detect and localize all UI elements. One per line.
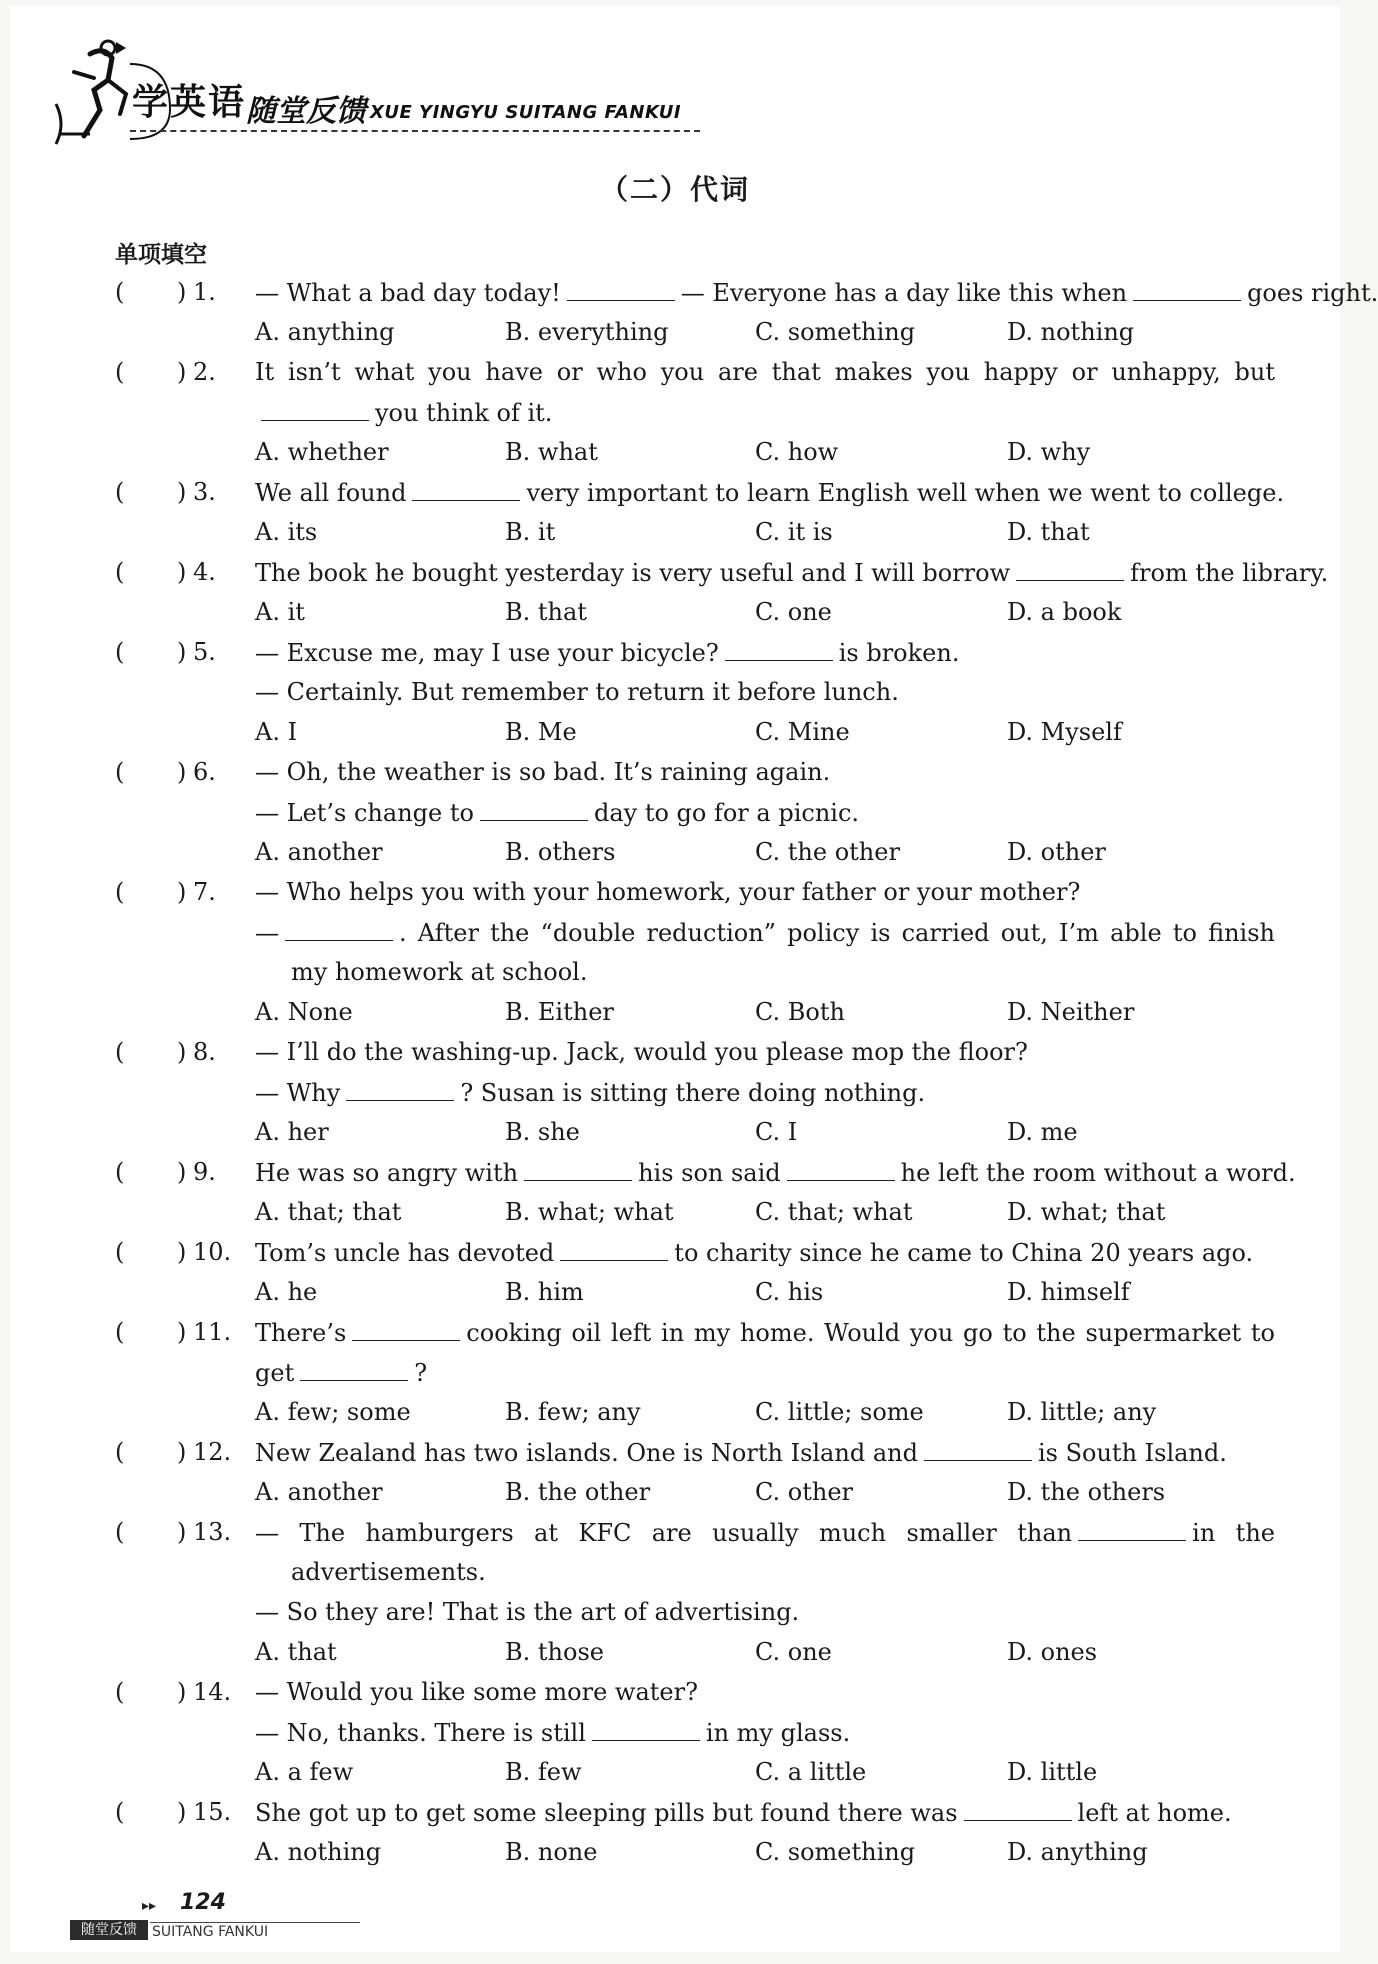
options-row xyxy=(115,1272,1275,1312)
question-item xyxy=(115,1512,1275,1672)
answer-blank[interactable] xyxy=(1133,272,1241,301)
answer-blank[interactable] xyxy=(285,912,393,941)
option-d[interactable]: D. that xyxy=(1007,518,1090,546)
question-number: 5. xyxy=(193,638,216,666)
footer-badge: 随堂反馈 xyxy=(70,1920,148,1940)
option-a[interactable]: A. I xyxy=(255,718,298,746)
answer-paren-close: ) xyxy=(177,1438,187,1466)
text-segment: — Let’s change to xyxy=(255,799,474,827)
text-segment: New Zealand has two islands. One is North Island and xyxy=(255,1439,918,1467)
options-row xyxy=(115,832,1275,872)
question-text xyxy=(255,552,1329,593)
text-segment: — Oh, the weather is so bad. It’s raining again. xyxy=(255,758,831,786)
question-item xyxy=(115,752,1275,872)
question-text xyxy=(255,1152,1296,1193)
arrow-icon: ▸▸ xyxy=(142,1898,157,1914)
option-d[interactable]: D. little; any xyxy=(1007,1398,1157,1426)
question-text xyxy=(255,1672,1275,1712)
text-segment: — Everyone has a day like this when xyxy=(680,279,1128,307)
option-c[interactable]: C. the other xyxy=(755,838,900,866)
answer-slot[interactable] xyxy=(129,1798,173,1826)
option-a[interactable]: A. its xyxy=(255,518,318,546)
answer-slot[interactable] xyxy=(129,478,173,506)
option-a[interactable]: A. None xyxy=(255,998,353,1026)
question-line xyxy=(115,352,1275,392)
answer-paren-close: ) xyxy=(177,1318,187,1346)
answer-paren-open: ( xyxy=(115,1238,125,1266)
answer-paren-open: ( xyxy=(115,358,125,386)
text-segment: It isn’t what you have or who you are that makes you happy or unhappy, but xyxy=(255,358,1275,386)
question-text xyxy=(255,1712,1275,1753)
question-line xyxy=(115,472,1285,512)
text-segment: — The hamburgers at KFC are usually much smaller than xyxy=(255,1519,1073,1547)
answer-blank[interactable] xyxy=(964,1792,1072,1821)
text-segment: We all found xyxy=(255,479,407,507)
option-c[interactable]: C. his xyxy=(755,1278,824,1306)
question-number: 11. xyxy=(193,1318,232,1346)
option-d[interactable]: D. ones xyxy=(1007,1638,1098,1666)
question-item xyxy=(115,1232,1275,1312)
option-d[interactable]: D. anything xyxy=(1007,1838,1148,1866)
option-a[interactable]: A. another xyxy=(255,1478,383,1506)
option-d[interactable]: D. me xyxy=(1007,1118,1078,1146)
option-c[interactable]: C. something xyxy=(755,318,916,346)
answer-paren-close: ) xyxy=(177,878,187,906)
text-segment: from the library. xyxy=(1130,559,1329,587)
option-c[interactable]: C. Both xyxy=(755,998,845,1026)
option-b[interactable]: B. that xyxy=(505,598,587,626)
question-item xyxy=(115,1432,1275,1512)
option-a[interactable]: A. anything xyxy=(255,318,395,346)
option-c[interactable]: C. I xyxy=(755,1118,798,1146)
question-number: 9. xyxy=(193,1158,216,1186)
option-b[interactable]: B. few xyxy=(505,1758,582,1786)
question-line xyxy=(115,1312,1275,1352)
question-number: 12. xyxy=(193,1438,232,1466)
answer-paren-open: ( xyxy=(115,1438,125,1466)
question-item xyxy=(115,1792,1275,1872)
options-row xyxy=(115,1392,1275,1432)
question-text xyxy=(255,392,1275,433)
option-d[interactable]: D. what; that xyxy=(1007,1198,1166,1226)
options-row xyxy=(115,992,1275,1032)
answer-paren-close: ) xyxy=(177,1038,187,1066)
text-segment: he left the room without a word. xyxy=(900,1159,1296,1187)
question-text xyxy=(255,1032,1275,1072)
question-item xyxy=(115,1312,1275,1432)
text-segment: is broken. xyxy=(838,639,960,667)
question-line xyxy=(115,1712,1275,1752)
section-title: （二）代词 xyxy=(599,173,750,206)
question-text xyxy=(255,632,1275,673)
question-text xyxy=(255,912,1275,953)
text-segment: — Who helps you with your homework, your father or your mother? xyxy=(255,878,1081,906)
answer-blank[interactable] xyxy=(346,1072,454,1101)
answer-paren-close: ) xyxy=(177,358,187,386)
question-list xyxy=(115,272,1378,1872)
worksheet-page xyxy=(10,6,1378,1952)
question-line xyxy=(115,872,1275,912)
text-segment: ? Susan is sitting there doing nothing. xyxy=(460,1079,926,1107)
question-text xyxy=(255,1072,1275,1113)
text-segment: day to go for a picnic. xyxy=(593,799,860,827)
text-segment: is South Island. xyxy=(1037,1439,1227,1467)
answer-paren-close: ) xyxy=(177,758,187,786)
question-number: 10. xyxy=(193,1238,232,1266)
answer-paren-open: ( xyxy=(115,558,125,586)
option-c[interactable]: C. little; some xyxy=(755,1398,924,1426)
option-d[interactable]: D. other xyxy=(1007,838,1106,866)
text-segment: — Would you like some more water? xyxy=(255,1678,698,1706)
text-segment: cooking oil left in my home. Would you go to the supermarket to xyxy=(466,1319,1275,1347)
option-c[interactable]: C. a little xyxy=(755,1758,867,1786)
question-number: 8. xyxy=(193,1038,216,1066)
answer-paren-close: ) xyxy=(177,638,187,666)
options-row xyxy=(115,312,1275,352)
footer-english: SUITANG FANKUI xyxy=(152,1924,269,1940)
answer-paren-open: ( xyxy=(115,878,125,906)
option-c[interactable]: C. other xyxy=(755,1478,853,1506)
option-d[interactable]: D. himself xyxy=(1007,1278,1130,1306)
answer-paren-open: ( xyxy=(115,1678,125,1706)
answer-paren-close: ) xyxy=(177,278,187,306)
page-footer xyxy=(70,1884,370,1944)
question-item xyxy=(115,872,1275,1032)
answer-blank[interactable] xyxy=(1078,1512,1186,1541)
brand-english: XUE YINGYU SUITANG FANKUI xyxy=(370,102,682,123)
answer-blank[interactable] xyxy=(560,1232,668,1261)
question-item xyxy=(115,552,1329,632)
option-b[interactable]: B. him xyxy=(505,1278,584,1306)
answer-slot[interactable] xyxy=(129,358,173,386)
answer-paren-close: ) xyxy=(177,1798,187,1826)
text-segment: in my glass. xyxy=(705,1719,851,1747)
option-a[interactable]: A. nothing xyxy=(255,1838,382,1866)
answer-blank[interactable] xyxy=(725,632,833,661)
brand-chinese: 学英语 xyxy=(132,82,247,123)
text-segment: — Excuse me, may I use your bicycle? xyxy=(255,639,719,667)
answer-blank[interactable] xyxy=(480,792,588,821)
answer-blank[interactable] xyxy=(524,1152,632,1181)
option-d[interactable]: D. little xyxy=(1007,1758,1098,1786)
question-text xyxy=(255,792,1275,833)
text-segment: his son said xyxy=(638,1159,781,1187)
text-segment: — Why xyxy=(255,1079,341,1107)
answer-slot[interactable] xyxy=(129,1238,173,1266)
question-line xyxy=(115,1232,1275,1272)
question-item xyxy=(115,352,1275,472)
answer-paren-open: ( xyxy=(115,1158,125,1186)
question-item xyxy=(115,1152,1296,1232)
option-b[interactable]: B. Me xyxy=(505,718,577,746)
text-segment: She got up to get some sleeping pills but found there was xyxy=(255,1799,958,1827)
question-item xyxy=(115,1032,1275,1152)
answer-blank[interactable] xyxy=(567,272,675,301)
answer-slot[interactable] xyxy=(129,1158,173,1186)
question-text xyxy=(255,352,1275,392)
option-a[interactable]: A. her xyxy=(255,1118,329,1146)
question-text xyxy=(255,1512,1275,1553)
option-d[interactable]: D. the others xyxy=(1007,1478,1166,1506)
answer-paren-close: ) xyxy=(177,558,187,586)
question-line xyxy=(115,1432,1275,1472)
option-c[interactable]: C. one xyxy=(755,1638,832,1666)
question-line xyxy=(115,1592,1275,1632)
question-number: 7. xyxy=(193,878,216,906)
text-segment: goes right. xyxy=(1247,279,1378,307)
answer-blank[interactable] xyxy=(352,1312,460,1341)
text-segment: left at home. xyxy=(1077,1799,1232,1827)
question-line xyxy=(115,1352,1275,1392)
page-number: 124 xyxy=(180,1890,226,1915)
text-segment: There’s xyxy=(255,1319,347,1347)
question-number: 6. xyxy=(193,758,216,786)
text-segment: — xyxy=(255,919,279,947)
answer-slot[interactable] xyxy=(129,638,173,666)
option-b[interactable]: B. it xyxy=(505,518,556,546)
question-number: 14. xyxy=(193,1678,232,1706)
question-text xyxy=(255,1432,1275,1473)
options-row xyxy=(115,712,1275,752)
text-segment: get xyxy=(255,1359,295,1387)
text-segment: He was so angry with xyxy=(255,1159,519,1187)
answer-blank[interactable] xyxy=(1016,552,1124,581)
answer-paren-open: ( xyxy=(115,638,125,666)
question-text xyxy=(255,752,1275,792)
options-row xyxy=(115,592,1275,632)
question-line xyxy=(115,1032,1275,1072)
question-line xyxy=(115,952,1275,992)
answer-paren-open: ( xyxy=(115,1518,125,1546)
text-segment: in the xyxy=(1192,1519,1275,1547)
options-row xyxy=(115,1832,1275,1872)
answer-paren-open: ( xyxy=(115,278,125,306)
question-line xyxy=(115,1512,1275,1552)
option-c[interactable]: C. one xyxy=(755,598,832,626)
question-line xyxy=(115,1552,1275,1592)
question-item xyxy=(115,272,1378,352)
option-b[interactable]: B. what; what xyxy=(505,1198,674,1226)
answer-paren-open: ( xyxy=(115,1038,125,1066)
answer-paren-close: ) xyxy=(177,1158,187,1186)
question-line xyxy=(115,1672,1275,1712)
option-b[interactable]: B. none xyxy=(505,1838,598,1866)
option-c[interactable]: C. something xyxy=(755,1838,916,1866)
text-segment: . After the “double reduction” policy is carried out, I’m able to finish xyxy=(399,919,1275,947)
answer-paren-open: ( xyxy=(115,1798,125,1826)
option-b[interactable]: B. few; any xyxy=(505,1398,641,1426)
answer-paren-close: ) xyxy=(177,1518,187,1546)
option-a[interactable]: A. that xyxy=(255,1638,337,1666)
text-segment: — Certainly. But remember to return it before lunch. xyxy=(255,678,899,706)
question-text xyxy=(291,952,1275,992)
question-item xyxy=(115,632,1275,752)
question-text xyxy=(255,1232,1275,1273)
answer-slot[interactable] xyxy=(129,1318,173,1346)
question-text xyxy=(255,1792,1275,1833)
question-text xyxy=(291,1552,1275,1592)
text-segment: you think of it. xyxy=(375,399,553,427)
option-b[interactable]: B. those xyxy=(505,1638,604,1666)
option-b[interactable]: B. Either xyxy=(505,998,614,1026)
text-segment: Tom’s uncle has devoted xyxy=(255,1239,555,1267)
text-segment: my homework at school. xyxy=(291,958,588,986)
answer-paren-open: ( xyxy=(115,1318,125,1346)
text-segment: very important to learn English well when we went to college. xyxy=(526,479,1285,507)
answer-paren-close: ) xyxy=(177,478,187,506)
option-b[interactable]: B. she xyxy=(505,1118,580,1146)
question-number: 4. xyxy=(193,558,216,586)
question-text xyxy=(255,1312,1275,1353)
option-c[interactable]: C. it is xyxy=(755,518,833,546)
question-text xyxy=(255,672,1275,712)
options-row xyxy=(115,1112,1275,1152)
answer-paren-close: ) xyxy=(177,1678,187,1706)
question-line xyxy=(115,672,1275,712)
answer-blank[interactable] xyxy=(412,472,520,501)
options-row xyxy=(115,1472,1275,1512)
answer-slot[interactable] xyxy=(129,758,173,786)
option-d[interactable]: D. nothing xyxy=(1007,318,1135,346)
question-text xyxy=(255,872,1275,912)
option-c[interactable]: C. that; what xyxy=(755,1198,913,1226)
brand-chinese-sub: 随堂反馈 xyxy=(246,94,366,129)
question-line xyxy=(115,392,1275,432)
options-row xyxy=(115,1192,1275,1232)
text-segment: — What a bad day today! xyxy=(255,279,561,307)
answer-slot[interactable] xyxy=(129,1678,173,1706)
text-segment: The book he bought yesterday is very useful and I will borrow xyxy=(255,559,1011,587)
option-c[interactable]: C. how xyxy=(755,438,839,466)
answer-paren-open: ( xyxy=(115,758,125,786)
question-text xyxy=(255,272,1378,313)
option-c[interactable]: C. Mine xyxy=(755,718,850,746)
question-number: 13. xyxy=(193,1518,232,1546)
options-row xyxy=(115,1632,1275,1672)
option-a[interactable]: A. another xyxy=(255,838,383,866)
question-line xyxy=(115,632,1275,672)
text-segment: to charity since he came to China 20 years ago. xyxy=(674,1239,1254,1267)
option-a[interactable]: A. a few xyxy=(255,1758,354,1786)
question-line xyxy=(115,1072,1275,1112)
question-item xyxy=(115,1672,1275,1792)
question-line xyxy=(115,1792,1275,1832)
answer-slot[interactable] xyxy=(129,878,173,906)
option-d[interactable]: D. Neither xyxy=(1007,998,1135,1026)
question-number: 1. xyxy=(193,278,216,306)
answer-blank[interactable] xyxy=(924,1432,1032,1461)
question-number: 3. xyxy=(193,478,216,506)
option-d[interactable]: D. why xyxy=(1007,438,1091,466)
option-b[interactable]: B. everything xyxy=(505,318,669,346)
option-a[interactable]: A. that; that xyxy=(255,1198,402,1226)
option-d[interactable]: D. a book xyxy=(1007,598,1122,626)
text-segment: — No, thanks. There is still xyxy=(255,1719,586,1747)
question-number: 2. xyxy=(193,358,216,386)
answer-paren-open: ( xyxy=(115,478,125,506)
options-row xyxy=(115,1752,1275,1792)
question-line xyxy=(115,912,1275,952)
header-divider xyxy=(130,130,700,132)
option-b[interactable]: B. others xyxy=(505,838,616,866)
answer-slot[interactable] xyxy=(129,1518,173,1546)
text-segment: advertisements. xyxy=(291,1558,486,1586)
option-a[interactable]: A. he xyxy=(255,1278,318,1306)
answer-slot[interactable] xyxy=(129,1438,173,1466)
text-segment: — I’ll do the washing-up. Jack, would you please mop the floor? xyxy=(255,1038,1028,1066)
answer-paren-close: ) xyxy=(177,1238,187,1266)
footer-divider xyxy=(150,1922,360,1923)
question-line xyxy=(115,552,1329,592)
options-row xyxy=(115,512,1275,552)
option-a[interactable]: A. whether xyxy=(255,438,389,466)
question-line xyxy=(115,272,1378,312)
option-a[interactable]: A. few; some xyxy=(255,1398,411,1426)
question-number: 15. xyxy=(193,1798,232,1826)
question-line xyxy=(115,1152,1296,1192)
answer-blank[interactable] xyxy=(261,392,369,421)
option-d[interactable]: D. Myself xyxy=(1007,718,1122,746)
page-header xyxy=(50,34,690,144)
answer-slot[interactable] xyxy=(129,1038,173,1066)
question-line xyxy=(115,752,1275,792)
question-text xyxy=(255,1592,1275,1632)
answer-blank[interactable] xyxy=(787,1152,895,1181)
answer-slot[interactable] xyxy=(129,558,173,586)
text-segment: — So they are! That is the art of advertising. xyxy=(255,1598,800,1626)
question-text xyxy=(255,472,1285,513)
option-a[interactable]: A. it xyxy=(255,598,305,626)
options-row xyxy=(115,432,1275,472)
answer-blank[interactable] xyxy=(592,1712,700,1741)
option-b[interactable]: B. the other xyxy=(505,1478,651,1506)
answer-blank[interactable] xyxy=(300,1352,408,1381)
question-item xyxy=(115,472,1285,552)
question-text xyxy=(255,1352,1275,1393)
question-line xyxy=(115,792,1275,832)
option-b[interactable]: B. what xyxy=(505,438,598,466)
answer-slot[interactable] xyxy=(129,278,173,306)
exercise-heading: 单项填空 xyxy=(115,242,207,268)
text-segment: ? xyxy=(414,1359,428,1387)
